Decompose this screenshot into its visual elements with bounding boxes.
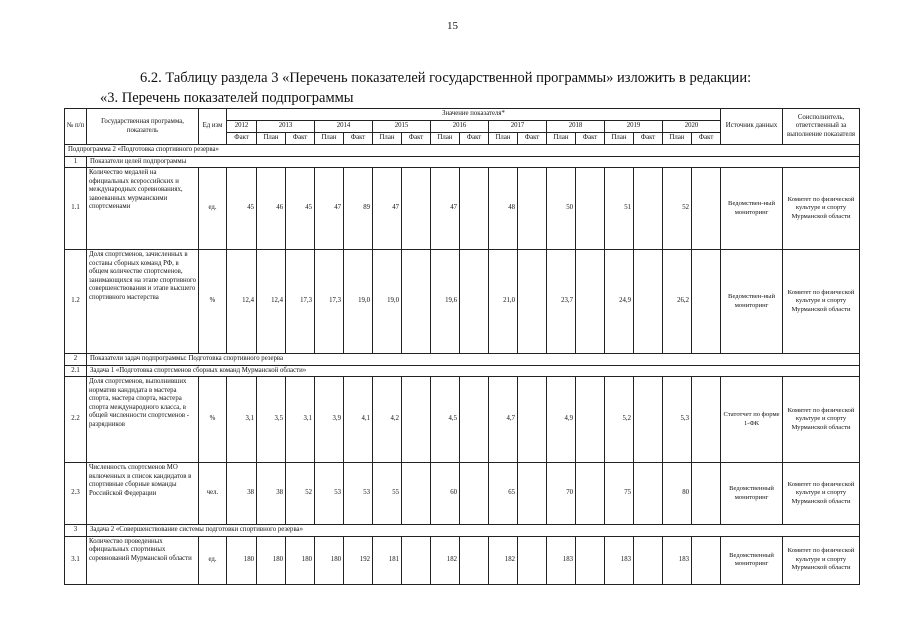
value-cell: [692, 168, 721, 250]
section-title: Показатели задач подпрограммы: Подготовка спортивного резерва: [87, 354, 860, 366]
value-cell: [634, 463, 663, 525]
section-num: 1: [65, 156, 87, 168]
source-cell: Статотчет по форме 1-ФК: [721, 377, 783, 463]
value-cell: 12,4: [227, 250, 257, 354]
header-name: Государственная программа, показатель: [87, 109, 199, 145]
row-num: 3.1: [65, 536, 87, 584]
header-fact: Факт: [634, 133, 663, 145]
value-cell: 19,0: [373, 250, 402, 354]
header-unit: Ед изм: [199, 109, 227, 145]
header-plan: План: [431, 133, 460, 145]
value-cell: 70: [547, 463, 576, 525]
value-cell: 5,2: [605, 377, 634, 463]
value-cell: 46: [257, 168, 286, 250]
section-row: [65, 354, 860, 366]
value-cell: 38: [227, 463, 257, 525]
value-cell: [518, 168, 547, 250]
unit-cell: чел.: [199, 463, 227, 525]
value-cell: 4,7: [489, 377, 518, 463]
value-cell: [460, 463, 489, 525]
header-fact: Факт: [518, 133, 547, 145]
value-cell: 3,1: [227, 377, 257, 463]
value-cell: [460, 168, 489, 250]
header-plan: План: [373, 133, 402, 145]
value-cell: 47: [315, 168, 344, 250]
value-cell: 38: [257, 463, 286, 525]
header-year: 2018: [547, 121, 605, 133]
value-cell: 55: [373, 463, 402, 525]
unit-cell: %: [199, 377, 227, 463]
value-cell: 19,0: [344, 250, 373, 354]
value-cell: 60: [431, 463, 460, 525]
indicators-table: [64, 108, 860, 585]
value-cell: [460, 536, 489, 584]
value-cell: 192: [344, 536, 373, 584]
value-cell: [692, 250, 721, 354]
section-num: 2: [65, 354, 87, 366]
indicator-row: [65, 250, 860, 354]
value-cell: 181: [373, 536, 402, 584]
header-fact: Факт: [344, 133, 373, 145]
indicator-name: Количество проведенных официальных спортивных соревнований Мурманской области: [87, 536, 199, 584]
table-body: [65, 109, 860, 585]
value-cell: [518, 377, 547, 463]
row-num: 1.2: [65, 250, 87, 354]
value-cell: 52: [663, 168, 692, 250]
value-cell: [634, 536, 663, 584]
value-cell: 17,3: [315, 250, 344, 354]
row-num: 2.2: [65, 377, 87, 463]
value-cell: [518, 250, 547, 354]
header-plan: План: [489, 133, 518, 145]
value-cell: 4,5: [431, 377, 460, 463]
value-cell: [402, 377, 431, 463]
value-cell: 182: [431, 536, 460, 584]
section-row: [65, 156, 860, 168]
header-year: 2020: [663, 121, 721, 133]
value-cell: 183: [663, 536, 692, 584]
value-cell: [576, 536, 605, 584]
row-num: 2.3: [65, 463, 87, 525]
value-cell: [402, 168, 431, 250]
unit-cell: ед.: [199, 168, 227, 250]
value-cell: [692, 536, 721, 584]
header-executor: Соисполнитель, ответственный за выполнение показателя: [783, 109, 860, 145]
header-year: 2017: [489, 121, 547, 133]
indicator-name: Доля спортсменов, зачисленных в составы сборных команд РФ, в общем количестве спортсменов, занимающихся на этапе спортивного совершенствования и этапе высшего спортивного мастерства: [87, 250, 199, 354]
value-cell: [402, 250, 431, 354]
section-heading: [100, 68, 751, 108]
value-cell: 19,6: [431, 250, 460, 354]
value-cell: [402, 463, 431, 525]
value-cell: 21,0: [489, 250, 518, 354]
header-values-title: Значение показателя*: [227, 109, 721, 121]
header-plan: План: [257, 133, 286, 145]
task-title: Задача 1 «Подготовка спортсменов сборных команд Мурманской области»: [87, 365, 860, 377]
indicator-row: [65, 463, 860, 525]
value-cell: 3,1: [286, 377, 315, 463]
value-cell: 75: [605, 463, 634, 525]
indicator-name: Доля спортсменов, выполнивших норматив кандидата в мастера спорта, мастера спорта, мастера спорта международного класса, в общей численности спортсменов - разрядников: [87, 377, 199, 463]
value-cell: 17,3: [286, 250, 315, 354]
value-cell: 5,3: [663, 377, 692, 463]
value-cell: 47: [431, 168, 460, 250]
section-title: Показатели целей подпрограммы: [87, 156, 860, 168]
page-number: 15: [447, 20, 458, 32]
source-cell: Ведомственный мониторинг: [721, 536, 783, 584]
value-cell: [634, 377, 663, 463]
header-year: 2019: [605, 121, 663, 133]
value-cell: [634, 250, 663, 354]
source-cell: Ведомствен-ный мониторинг: [721, 168, 783, 250]
value-cell: 89: [344, 168, 373, 250]
executor-cell: Комитет по физической культуре и спорту Мурманской области: [783, 463, 860, 525]
value-cell: 182: [489, 536, 518, 584]
executor-cell: Комитет по физической культуре и спорту Мурманской области: [783, 377, 860, 463]
value-cell: 53: [315, 463, 344, 525]
value-cell: [576, 463, 605, 525]
task-title: Задача 2 «Совершенствование системы подготовки спортивного резерва»: [87, 525, 860, 537]
value-cell: 52: [286, 463, 315, 525]
header-year: 2012: [227, 121, 257, 133]
value-cell: 23,7: [547, 250, 576, 354]
value-cell: 45: [286, 168, 315, 250]
subprogram-title: Подпрограмма 2 «Подготовка спортивного резерва»: [65, 145, 860, 157]
header-num: № п/п: [65, 109, 87, 145]
header-year: 2015: [373, 121, 431, 133]
value-cell: [576, 250, 605, 354]
value-cell: 12,4: [257, 250, 286, 354]
row-num: 1.1: [65, 168, 87, 250]
task-num: 3: [65, 525, 87, 537]
unit-cell: ед.: [199, 536, 227, 584]
value-cell: 183: [605, 536, 634, 584]
heading-line-1: 6.2. Таблицу раздела 3 «Перечень показателей государственной программы» изложить в редакции:: [140, 70, 752, 86]
header-plan: План: [547, 133, 576, 145]
header-year: 2014: [315, 121, 373, 133]
header-year: 2016: [431, 121, 489, 133]
source-cell: Ведомствен-ный мониторинг: [721, 250, 783, 354]
value-cell: 180: [257, 536, 286, 584]
value-cell: 4,1: [344, 377, 373, 463]
header-fact: Факт: [227, 133, 257, 145]
subprogram-row: [65, 145, 860, 157]
value-cell: 4,2: [373, 377, 402, 463]
value-cell: 183: [547, 536, 576, 584]
value-cell: [692, 377, 721, 463]
executor-cell: Комитет по физической культуре и спорту Мурманской области: [783, 250, 860, 354]
value-cell: 24,9: [605, 250, 634, 354]
value-cell: 180: [315, 536, 344, 584]
value-cell: [692, 463, 721, 525]
value-cell: 45: [227, 168, 257, 250]
task-row: [65, 525, 860, 537]
value-cell: [634, 168, 663, 250]
header-plan: План: [605, 133, 634, 145]
executor-cell: Комитет по физической культуре и спорту Мурманской области: [783, 168, 860, 250]
header-fact: Факт: [692, 133, 721, 145]
header-year: 2013: [257, 121, 315, 133]
value-cell: [460, 377, 489, 463]
task-num: 2.1: [65, 365, 87, 377]
header-fact: Факт: [286, 133, 315, 145]
header-plan: План: [315, 133, 344, 145]
value-cell: [518, 463, 547, 525]
value-cell: 51: [605, 168, 634, 250]
indicator-name: Количество медалей на официальных всероссийских и международных соревнованиях, завоеванных мурманскими спортсменами: [87, 168, 199, 250]
value-cell: 180: [286, 536, 315, 584]
value-cell: 47: [373, 168, 402, 250]
header-fact: Факт: [402, 133, 431, 145]
executor-cell: Комитет по физической культуре и спорту Мурманской области: [783, 536, 860, 584]
header-plan: План: [663, 133, 692, 145]
value-cell: [402, 536, 431, 584]
header-source: Источник данных: [721, 109, 783, 145]
indicator-row: [65, 377, 860, 463]
value-cell: [576, 377, 605, 463]
heading-line-2: «3. Перечень показателей подпрограммы: [100, 90, 354, 106]
header-row-1: [65, 109, 860, 121]
value-cell: 3,9: [315, 377, 344, 463]
value-cell: 4,9: [547, 377, 576, 463]
value-cell: 180: [227, 536, 257, 584]
task-row: [65, 365, 860, 377]
value-cell: [518, 536, 547, 584]
value-cell: 3,5: [257, 377, 286, 463]
value-cell: [460, 250, 489, 354]
value-cell: 26,2: [663, 250, 692, 354]
header-fact: Факт: [460, 133, 489, 145]
unit-cell: %: [199, 250, 227, 354]
header-fact: Факт: [576, 133, 605, 145]
value-cell: 50: [547, 168, 576, 250]
value-cell: 48: [489, 168, 518, 250]
source-cell: Ведомственный мониторинг: [721, 463, 783, 525]
value-cell: 65: [489, 463, 518, 525]
indicator-row: [65, 536, 860, 584]
value-cell: [576, 168, 605, 250]
value-cell: 53: [344, 463, 373, 525]
indicator-row: [65, 168, 860, 250]
value-cell: 80: [663, 463, 692, 525]
indicator-name: Численность спортсменов МО включенных в список кандидатов в спортивные сборные команды Российской Федерации: [87, 463, 199, 525]
